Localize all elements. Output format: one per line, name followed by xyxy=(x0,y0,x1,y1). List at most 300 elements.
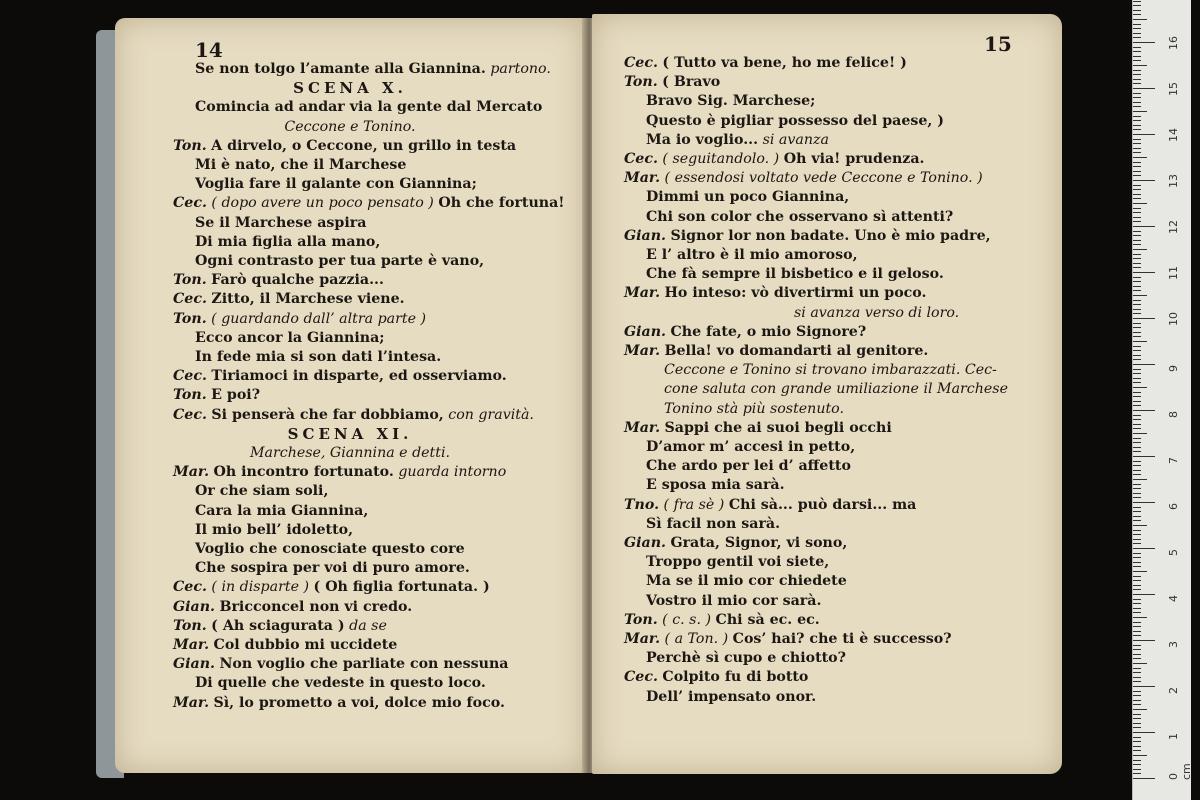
speaker-name: Gian. xyxy=(173,656,215,673)
ruler-tick xyxy=(1133,424,1141,425)
speaker-name: Mar. xyxy=(624,631,661,647)
dialogue-text: Che fate, o mio Signore? xyxy=(670,323,867,340)
dialogue-text: ( Bravo xyxy=(662,74,721,91)
ruler-tick xyxy=(1133,116,1141,117)
text-line xyxy=(624,150,925,168)
dialogue-text: Sì, lo prometto a voi, dolce mio foco. xyxy=(213,694,505,711)
text-line xyxy=(173,386,260,404)
dialogue-text: Col dubbio mi uccidete xyxy=(213,637,398,653)
text-line xyxy=(624,668,808,686)
stage-direction: Marchese, Giannina e detti. xyxy=(249,445,451,461)
text-line xyxy=(646,131,829,149)
ruler-tick xyxy=(1133,497,1141,498)
ruler-tick xyxy=(1133,663,1147,664)
speaker-name: Cec. xyxy=(624,55,658,71)
ruler-tick xyxy=(1133,198,1141,199)
speaker-name: Ton. xyxy=(173,272,207,289)
ruler-tick xyxy=(1133,258,1141,259)
text-line xyxy=(173,578,490,596)
dialogue-text: Questo è pigliar possesso del paese, ) xyxy=(646,112,945,129)
text-line xyxy=(115,79,585,98)
ruler-number: 2 xyxy=(1167,687,1180,694)
text-line xyxy=(173,310,426,328)
ruler-tick xyxy=(1133,645,1141,646)
text-line xyxy=(664,400,844,418)
page-number-left: 14 xyxy=(195,38,223,62)
speaker-name: Ton. xyxy=(624,611,658,628)
ruler-tick xyxy=(1133,318,1155,319)
text-line xyxy=(624,342,928,360)
speaker-name: Cec. xyxy=(173,368,207,385)
ruler-tick xyxy=(1133,5,1141,6)
ruler-tick xyxy=(1133,410,1155,411)
ruler-number: 8 xyxy=(1167,411,1180,418)
text-line xyxy=(646,208,953,226)
stage-direction: ( c. s. ) xyxy=(662,611,712,628)
ruler-tick xyxy=(1133,217,1141,218)
ruler-tick xyxy=(1133,120,1141,121)
speaker-name: Mar. xyxy=(624,419,661,436)
ruler-tick xyxy=(1133,626,1141,627)
dialogue-text: Che ardo per lei d’ affetto xyxy=(646,458,851,475)
ruler-tick xyxy=(1133,129,1141,130)
ruler-tick xyxy=(1133,525,1147,526)
aside-direction: partono. xyxy=(490,61,551,77)
ruler-tick xyxy=(1133,134,1155,135)
ruler-tick xyxy=(1133,355,1141,356)
ruler-tick xyxy=(1133,162,1141,163)
dialogue-text: Di quelle che vedeste in questo loco. xyxy=(195,675,486,692)
text-line xyxy=(195,674,486,692)
ruler-tick xyxy=(1133,456,1155,457)
ruler-tick xyxy=(1133,10,1141,11)
ruler-tick xyxy=(1133,543,1141,544)
dialogue-text: ( Ah sciagurata ) xyxy=(211,617,345,634)
ruler-tick xyxy=(1133,539,1141,540)
ruler-tick xyxy=(1133,166,1141,167)
ruler-tick xyxy=(1133,474,1141,475)
ruler-tick xyxy=(1133,300,1141,301)
text-line xyxy=(646,457,851,475)
ruler-tick xyxy=(1133,194,1141,195)
dialogue-text: Troppo gentil voi siete, xyxy=(646,554,830,571)
ruler-tick xyxy=(1133,51,1141,52)
text-line xyxy=(624,611,820,629)
dialogue-text: Voglio che conosciate questo core xyxy=(195,541,465,557)
ruler-tick xyxy=(1133,760,1141,761)
dialogue-text: Zitto, il Marchese viene. xyxy=(211,291,405,308)
ruler-tick xyxy=(1133,617,1147,618)
ruler-tick xyxy=(1133,649,1141,650)
dialogue-text: Oh via! prudenza. xyxy=(783,151,925,167)
ruler-tick xyxy=(1133,562,1141,563)
ruler-tick xyxy=(1133,686,1155,687)
ruler-tick xyxy=(1133,157,1147,158)
ruler-tick xyxy=(1133,304,1141,305)
speaker-name: Mar. xyxy=(624,343,661,359)
dialogue-text: Grata, Signor, vi sono, xyxy=(670,535,848,551)
speaker-name: Cec. xyxy=(173,406,207,423)
dialogue-text: D’amor m’ accesi in petto, xyxy=(646,439,856,455)
ruler-tick xyxy=(1133,691,1141,692)
ruler-tick xyxy=(1133,571,1147,572)
ruler-tick xyxy=(1133,364,1155,365)
dialogue-text: Che sospira per voi di puro amore. xyxy=(195,560,470,577)
text-line xyxy=(664,380,1008,398)
aside-direction: si avanza verso di loro. xyxy=(794,304,960,321)
dialogue-text: Signor lor non badate. Uno è mio padre, xyxy=(670,227,991,244)
speaker-name: Ton. xyxy=(173,137,207,154)
dialogue-text: Comincia ad andar via la gente dal Mercato xyxy=(195,99,543,116)
ruler-tick xyxy=(1133,281,1141,282)
text-line xyxy=(115,444,585,462)
ruler-tick xyxy=(1133,405,1141,406)
dialogue-text: ( Tutto va bene, ho me felice! ) xyxy=(662,55,907,71)
ruler-tick xyxy=(1133,548,1155,549)
dialogue-text: Voglia fare il galante con Giannina; xyxy=(195,176,477,193)
ruler-unit-label: 0 cm xyxy=(1167,763,1193,780)
ruler-tick xyxy=(1133,139,1141,140)
text-line xyxy=(624,534,847,552)
speaker-name: Gian. xyxy=(624,535,666,551)
text-line xyxy=(646,515,780,533)
dialogue-text: Chi sà... può darsi... ma xyxy=(728,496,917,513)
speaker-name: Mar. xyxy=(173,464,210,481)
dialogue-text: A dirvelo, o Ceccone, un grillo in testa xyxy=(211,137,517,154)
ruler-tick xyxy=(1133,640,1155,641)
text-line xyxy=(195,482,328,500)
text-line xyxy=(173,367,507,385)
ruler-tick xyxy=(1133,263,1141,264)
ruler-tick xyxy=(1133,254,1141,255)
ruler-number: 3 xyxy=(1167,641,1180,648)
speaker-name: Ton. xyxy=(173,310,207,327)
dialogue-text: Che fà sempre il bisbetico e il geloso. xyxy=(646,266,944,283)
ruler-number: 15 xyxy=(1167,82,1180,96)
text-line xyxy=(115,425,585,444)
text-line xyxy=(173,694,505,712)
ruler-tick xyxy=(1133,175,1141,176)
text-line xyxy=(624,169,983,187)
ruler-tick xyxy=(1133,608,1141,609)
ruler-tick xyxy=(1133,56,1141,57)
speaker-name: Gian. xyxy=(624,323,666,340)
text-line xyxy=(195,175,477,193)
dialogue-text: Oh incontro fortunato. xyxy=(213,464,394,481)
text-line xyxy=(173,194,565,212)
ruler-tick xyxy=(1133,511,1141,512)
ruler-tick xyxy=(1133,111,1147,112)
text-line xyxy=(624,419,892,437)
ruler-tick xyxy=(1133,24,1141,25)
ruler-tick xyxy=(1133,576,1141,577)
ruler-tick xyxy=(1133,203,1147,204)
ruler-tick xyxy=(1133,221,1141,222)
text-line xyxy=(624,630,952,648)
right-page xyxy=(592,14,1062,774)
ruler-tick xyxy=(1133,580,1141,581)
ruler-tick xyxy=(1133,277,1141,278)
speaker-name: Gian. xyxy=(624,227,666,244)
ruler-tick xyxy=(1133,83,1141,84)
ruler-tick xyxy=(1133,60,1141,61)
text-line xyxy=(173,137,516,155)
text-line xyxy=(624,284,926,302)
dialogue-text: Cara la mia Giannina, xyxy=(195,502,369,519)
dialogue-text: Chi sà ec. ec. xyxy=(715,611,820,628)
ruler-tick xyxy=(1133,212,1141,213)
page-number-right: 15 xyxy=(984,32,1012,56)
text-line xyxy=(115,118,585,136)
ruler-tick xyxy=(1133,33,1141,34)
stage-direction: ( essendosi voltato vede Ceccone e Tonino. ) xyxy=(664,170,983,187)
ruler-tick xyxy=(1133,378,1141,379)
scene-heading: SCENA XI. xyxy=(287,424,413,443)
text-line xyxy=(646,265,944,283)
ruler-tick xyxy=(1133,773,1141,774)
ruler-tick xyxy=(1133,359,1141,360)
ruler-tick xyxy=(1133,534,1141,535)
text-line xyxy=(195,329,385,347)
ruler-tick xyxy=(1133,226,1155,227)
ruler-tick xyxy=(1133,447,1141,448)
text-line xyxy=(624,73,720,91)
dialogue-text: Sappi che ai suoi begli occhi xyxy=(664,419,892,436)
text-line xyxy=(646,188,849,206)
ruler-tick xyxy=(1133,332,1141,333)
text-line xyxy=(646,112,944,130)
ruler-tick xyxy=(1133,741,1141,742)
dialogue-text: Non voglio che parliate con nessuna xyxy=(219,656,509,673)
ruler-number: 12 xyxy=(1167,220,1180,234)
ruler-tick xyxy=(1133,148,1141,149)
ruler-tick xyxy=(1133,769,1141,770)
stage-direction: ( fra sè ) xyxy=(663,496,725,513)
speaker-name: Cec. xyxy=(173,291,207,308)
dialogue-text: Ecco ancor la Giannina; xyxy=(195,329,385,346)
ruler-tick xyxy=(1133,152,1141,153)
ruler-tick xyxy=(1133,493,1141,494)
ruler-tick xyxy=(1133,267,1141,268)
speaker-name: Ton. xyxy=(173,617,207,634)
text-line xyxy=(195,502,368,520)
dialogue-text: Colpito fu di botto xyxy=(662,669,809,686)
text-line xyxy=(646,688,816,706)
ruler-tick xyxy=(1133,185,1141,186)
ruler-tick xyxy=(1133,451,1141,452)
ruler-number: 16 xyxy=(1167,36,1180,50)
ruler-tick xyxy=(1133,658,1141,659)
ruler-number: 13 xyxy=(1167,174,1180,188)
text-line xyxy=(173,290,405,308)
text-line xyxy=(664,361,997,379)
speaker-name: Mar. xyxy=(624,170,661,187)
ruler-tick xyxy=(1133,93,1141,94)
ruler-tick xyxy=(1133,47,1141,48)
ruler-tick xyxy=(1133,737,1141,738)
aside-direction: guarda intorno xyxy=(398,464,507,481)
text-line xyxy=(195,540,465,558)
dialogue-text: E poi? xyxy=(211,387,261,404)
ruler-tick xyxy=(1133,566,1141,567)
stage-direction: Tonino stà più sostenuto. xyxy=(664,400,844,417)
ruler-tick xyxy=(1133,723,1141,724)
dialogue-text: E l’ altro è il mio amoroso, xyxy=(646,247,858,263)
ruler-number: 9 xyxy=(1167,365,1180,372)
ruler-tick xyxy=(1133,631,1141,632)
ruler-tick xyxy=(1133,42,1155,43)
ruler-tick xyxy=(1133,189,1141,190)
ruler-tick xyxy=(1133,585,1141,586)
dialogue-text: In fede mia si son dati l’intesa. xyxy=(195,349,442,365)
text-line xyxy=(173,598,412,616)
ruler-tick xyxy=(1133,231,1141,232)
dialogue-text: Perchè sì cupo e chiotto? xyxy=(646,650,846,667)
text-line xyxy=(624,227,991,245)
ruler-number: 14 xyxy=(1167,128,1180,142)
dialogue-text: Farò qualche pazzia... xyxy=(211,272,384,289)
text-line xyxy=(646,92,815,110)
ruler-tick xyxy=(1133,672,1141,673)
ruler-tick xyxy=(1133,589,1141,590)
ruler-tick xyxy=(1133,171,1141,172)
ruler-tick xyxy=(1133,603,1141,604)
speaker-name: Cec. xyxy=(173,195,207,212)
ruler-tick xyxy=(1133,704,1141,705)
speaker-name: Mar. xyxy=(173,694,210,711)
ruler-tick xyxy=(1133,97,1141,98)
text-line xyxy=(173,463,506,481)
ruler-tick xyxy=(1133,727,1141,728)
dialogue-text: E sposa mia sarà. xyxy=(646,477,785,494)
text-line xyxy=(173,406,534,424)
text-line xyxy=(195,348,441,366)
ruler-tick xyxy=(1133,373,1141,374)
text-line xyxy=(646,438,855,456)
ruler-tick xyxy=(1133,654,1141,655)
dialogue-text: Bella! vo domandarti al genitore. xyxy=(664,343,929,359)
ruler-tick xyxy=(1133,507,1141,508)
speaker-name: Mar. xyxy=(173,637,210,653)
ruler-tick xyxy=(1133,1,1141,2)
speaker-name: Tno. xyxy=(624,496,660,513)
speaker-name: Cec. xyxy=(173,579,207,596)
ruler-tick xyxy=(1133,479,1147,480)
text-line xyxy=(794,304,959,322)
ruler-tick xyxy=(1133,106,1141,107)
ruler-number: 1 xyxy=(1167,733,1180,740)
ruler-tick xyxy=(1133,764,1141,765)
scene-heading: SCENA X. xyxy=(293,79,407,98)
text-line xyxy=(173,617,387,635)
ruler-tick xyxy=(1133,755,1147,756)
text-line xyxy=(646,553,829,571)
text-line xyxy=(195,214,366,232)
ruler-tick xyxy=(1133,746,1141,747)
text-line xyxy=(624,323,866,341)
text-line xyxy=(195,156,406,174)
text-line xyxy=(646,246,858,264)
dialogue-text: Di mia figlia alla mano, xyxy=(195,233,381,250)
stage-direction: ( guardando dall’ altra parte ) xyxy=(211,310,427,327)
aside-direction: da se xyxy=(349,617,387,634)
ruler-tick xyxy=(1133,323,1141,324)
text-line xyxy=(195,252,484,270)
dialogue-text: Vostro il mio cor sarà. xyxy=(646,592,822,609)
speaker-name: Cec. xyxy=(624,669,658,686)
text-line xyxy=(624,54,907,72)
ruler-tick xyxy=(1133,516,1141,517)
ruler-tick xyxy=(1133,387,1147,388)
ruler-tick xyxy=(1133,309,1141,310)
ruler-tick xyxy=(1133,415,1141,416)
ruler-tick xyxy=(1133,419,1141,420)
ruler-tick xyxy=(1133,346,1141,347)
ruler-tick xyxy=(1133,428,1141,429)
ruler-tick xyxy=(1133,102,1141,103)
ruler-tick xyxy=(1133,718,1141,719)
ruler-tick xyxy=(1133,240,1141,241)
stage-direction: ( a Ton. ) xyxy=(664,631,729,647)
text-line xyxy=(646,572,847,590)
dialogue-text: Cos’ hai? che ti è successo? xyxy=(732,631,952,647)
ruler-tick xyxy=(1133,442,1141,443)
speaker-name: Cec. xyxy=(624,151,658,167)
ruler-tick xyxy=(1133,530,1141,531)
ruler-tick xyxy=(1133,208,1141,209)
dialogue-text: Bravo Sig. Marchese; xyxy=(646,93,816,110)
ruler-tick xyxy=(1133,327,1141,328)
left-page xyxy=(115,18,585,773)
ruler-tick xyxy=(1133,668,1141,669)
stage-direction: Ceccone e Tonino si trovano imbarazzati. Cec- xyxy=(664,362,997,379)
dialogue-text: Si penserà che far dobbiamo, xyxy=(211,406,444,423)
stage-direction: ( in disparte ) xyxy=(211,579,310,596)
dialogue-text: Oh che fortuna! xyxy=(438,195,565,212)
ruler-tick xyxy=(1133,681,1141,682)
dialogue-text: Dell’ impensato onor. xyxy=(646,688,817,705)
dialogue-text: Ogni contrasto per tua parte è vano, xyxy=(195,253,485,269)
ruler-tick xyxy=(1133,65,1147,66)
dialogue-text: Se il Marchese aspira xyxy=(195,214,367,231)
speaker-name: Ton. xyxy=(624,74,658,91)
ruler-tick xyxy=(1133,336,1141,337)
ruler-number: 7 xyxy=(1167,457,1180,464)
ruler-tick xyxy=(1133,433,1147,434)
measurement-ruler xyxy=(1132,0,1191,800)
text-line xyxy=(195,60,551,78)
dialogue-text: Sì facil non sarà. xyxy=(646,515,781,532)
ruler-tick xyxy=(1133,778,1155,779)
dialogue-text: Bricconcel non vi credo. xyxy=(219,598,413,615)
ruler-tick xyxy=(1133,37,1141,38)
ruler-tick xyxy=(1133,14,1141,15)
ruler-tick xyxy=(1133,635,1141,636)
text-line xyxy=(173,636,397,654)
ruler-tick xyxy=(1133,520,1141,521)
speaker-name: Ton. xyxy=(173,387,207,404)
ruler-tick xyxy=(1133,290,1141,291)
text-line xyxy=(624,496,916,514)
ruler-tick xyxy=(1133,465,1141,466)
ruler-number: 10 xyxy=(1167,312,1180,326)
text-line xyxy=(173,655,508,673)
dialogue-text: Ma se il mio cor chiedete xyxy=(646,573,847,590)
dialogue-text: Chi son color che osservano sì attenti? xyxy=(646,208,954,225)
text-line xyxy=(195,521,353,539)
dialogue-text: Ma io voglio... xyxy=(646,131,759,148)
ruler-tick xyxy=(1133,143,1141,144)
